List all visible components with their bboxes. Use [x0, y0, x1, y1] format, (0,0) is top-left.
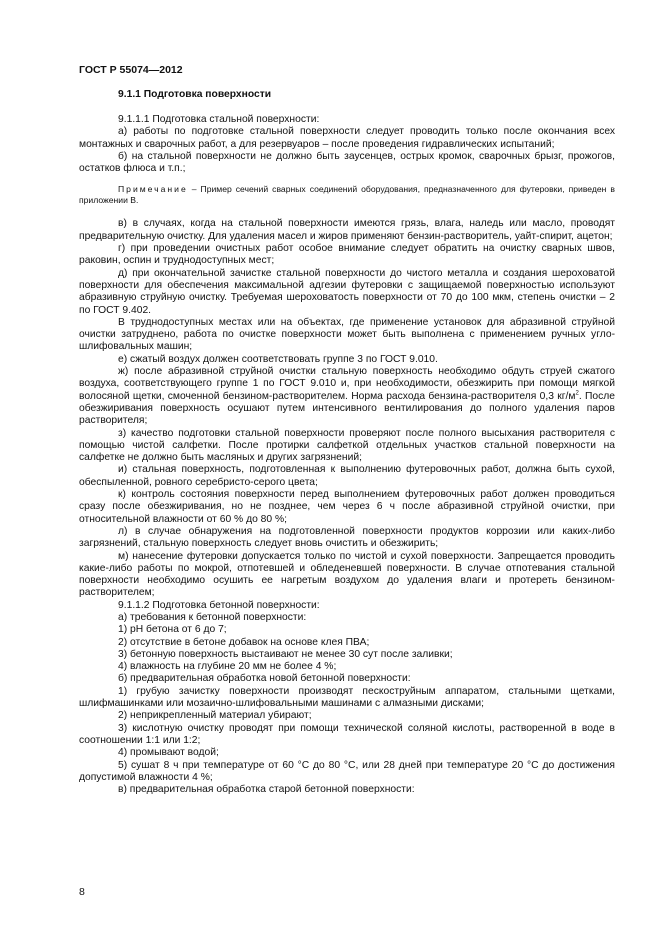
paragraph-text: . После обезжиривания поверхность осушают путем интенсивного вентилирования до полного удаления паров растворителя; — [79, 390, 616, 427]
paragraph: б) на стальной поверхности не должно быть заусенцев, острых кромок, сварочных брызг, прожогов, остатков флюса и т.п.; — [79, 150, 615, 175]
paragraph: в) предварительная обработка старой бетонной поверхности: — [118, 784, 415, 796]
list-item: 1) pH бетона от 6 до 7; — [118, 624, 227, 636]
note-text: – Пример сечений сварных соединений оборудования, предназначенного для футеровки, приведен в приложении В. — [79, 184, 615, 206]
superscript: 2 — [575, 390, 579, 397]
paragraph: б) предварительная обработка новой бетонной поверхности: — [118, 673, 411, 685]
paragraph: м) нанесение футеровки допускается только по чистой и сухой поверхности. Запрещается проводить какие-либо работы по мокрой, отпотевшей и обледеневшей поверхности. В случае отпотевания стальной поверхности необходимо осушить ее нагретым воздухом до удаления влаги и протереть бензином-растворителем; — [79, 550, 615, 599]
section-heading: 9.1.1 Подготовка поверхности — [118, 89, 272, 100]
paragraph: з) качество подготовки стальной поверхности проверяют после полного высыхания растворителя с помощью чистой салфетки. После протирки салфеткой отдельных участков стальной поверхности на салфетке не должно быть масляных и других загрязнений; — [79, 427, 615, 464]
list-item: 2) неприкрепленный материал убирают; — [118, 710, 312, 722]
paragraph: д) при окончательной зачистке стальной поверхности до чистого металла и создания шероховатой поверхности для обеспечения максимальной адгезии футеровки с защищаемой поверхностью используют абразивную струйную очистку. Требуемая шероховатость поверхности от 70 до 100 мкм, степень очистки – 2 по ГОСТ 9.402. — [79, 267, 615, 316]
paragraph-text: ж) после абразивной струйной очистки стальную поверхность необходимо обдуть струей сжатого воздуха, соответствующего группе 1 по ГОСТ 9.010 и, при необходимости, обезжирить при помощи мягкой волосяной щетки, смоченной бензином-растворителем. Норма расхода бензина-растворителя 0,3 кг/м — [79, 366, 615, 402]
list-item: 4) промывают водой; — [118, 747, 219, 759]
paragraph: а) работы по подготовке стальной поверхности следует проводить только после окончания всех монтажных и сварочных работ, а для резервуаров – после проведения гидравлических испытаний; — [79, 126, 615, 150]
paragraph: а) требования к бетонной поверхности: — [118, 611, 307, 623]
paragraph: и) стальная поверхность, подготовленная к выполнению футеровочных работ, должна быть сухой, обеспыленной, ровного серебристо-серого цвета; — [79, 464, 615, 488]
list-item: 3) бетонную поверхность выстаивают не менее 30 сут после заливки; — [118, 648, 453, 660]
note — [79, 184, 615, 206]
paragraph: в) в случаях, когда на стальной поверхности имеются грязь, влага, наледь или масло, проводят предварительную очистку. Для удаления масел и жиров применяют бензин-растворитель, уайт-спирит, ацетон; — [79, 218, 615, 242]
paragraph: 9.1.1.2 Подготовка бетонной поверхности: — [118, 599, 320, 611]
list-item: 4) влажность на глубине 20 мм не более 4 %; — [118, 661, 337, 673]
paragraph: г) при проведении очистных работ особое внимание следует обратить на очистку сварных швов, раковин, оспин и труднодоступных мест; — [79, 243, 615, 267]
list-item: 2) отсутствие в бетоне добавок на основе клея ПВА; — [118, 636, 370, 648]
list-item: 3) кислотную очистку проводят при помощи технической соляной кислоты, растворенной в воде в соотношении 1:1 или 1:2; — [79, 722, 615, 746]
document-header: ГОСТ Р 55074—2012 — [79, 64, 183, 76]
document-body — [79, 114, 615, 796]
paragraph — [79, 366, 615, 427]
list-item: 1) грубую зачистку поверхности производят пескоструйным аппаратом, стальными щетками, шлифмашинками или мозаично-шлифовальными машинами с алмазными дисками; — [79, 685, 615, 710]
paragraph: е) сжатый воздух должен соответствовать группе 3 по ГОСТ 9.010. — [118, 353, 438, 365]
paragraph: 9.1.1.1 Подготовка стальной поверхности: — [118, 114, 320, 125]
paragraph: В труднодоступных местах или на объектах, где применение установок для абразивной струйной очистки затруднено, работа по очистке поверхности может быть выполнена с применением ручных угло-шлифовальных машин; — [79, 316, 615, 353]
list-item: 5) сушат 8 ч при температуре от 60 °С до 80 °С, или 28 дней при температуре 20 °С до достижения допустимой влажности 4 %; — [79, 759, 615, 783]
paragraph: к) контроль состояния поверхности перед выполнением футеровочных работ должен проводиться сразу после обезжиривания, но не позднее, чем через 6 ч после абразивной струйной очистки, при относительной влажности от 60 % до 80 %; — [79, 489, 615, 525]
page-number: 8 — [79, 886, 85, 898]
note-label: Примечание — [118, 184, 188, 195]
paragraph: л) в случае обнаружения на подготовленной поверхности продуктов коррозии или каких-либо загрязнений, стальную поверхность следует вновь очистить и обезжирить; — [79, 525, 615, 550]
